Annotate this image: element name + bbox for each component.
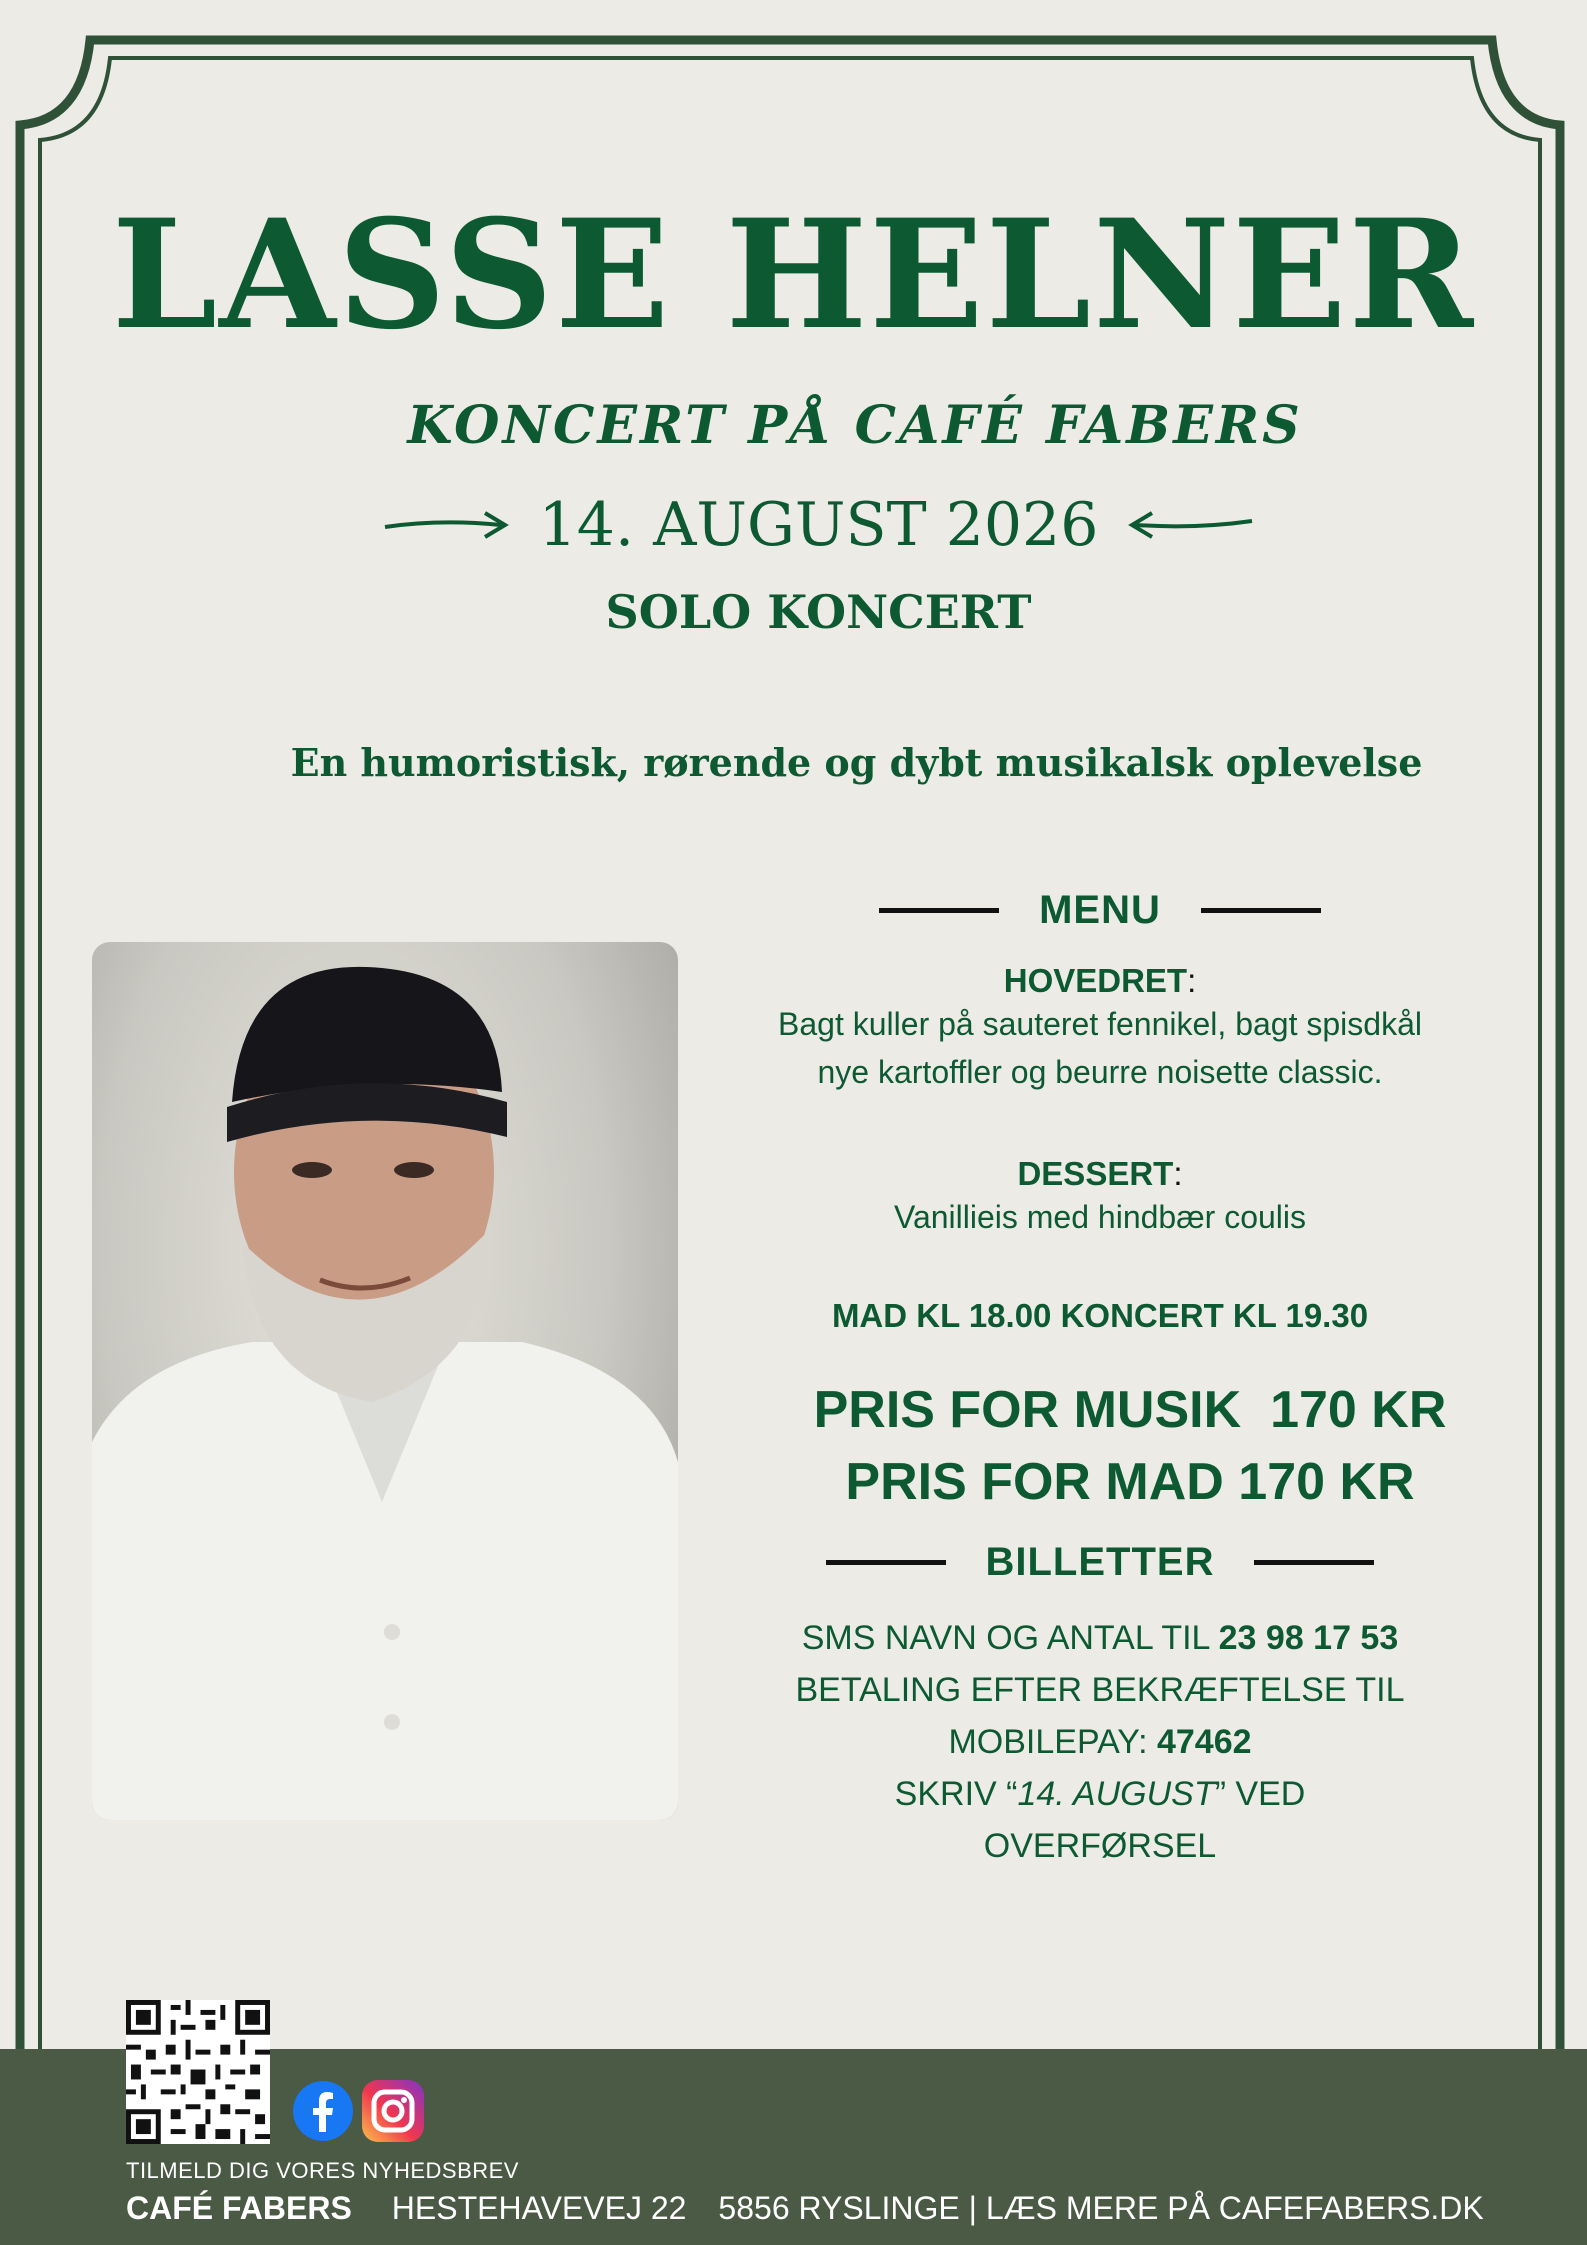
main-course-line-2: nye kartoffler og beurre noisette classic. — [817, 1054, 1383, 1090]
artist-portrait — [92, 942, 678, 1820]
footer-address — [126, 2190, 1484, 2227]
mobilepay-number: 47462 — [1156, 1723, 1252, 1761]
instagram-icon[interactable] — [360, 2078, 426, 2144]
arrow-right-icon — [381, 505, 511, 545]
transfer-line: OVERFØRSEL — [983, 1827, 1217, 1865]
mobilepay-prefix: MOBILEPAY: — [948, 1723, 1157, 1761]
sms-phone-number: 23 98 17 53 — [1218, 1619, 1399, 1657]
city-and-website[interactable]: 5856 RYSLINGE | LÆS MERE PÅ CAFEFABERS.DK — [718, 2190, 1484, 2226]
menu-main-course — [680, 962, 1520, 1096]
divider-line — [1254, 1560, 1374, 1565]
menu-heading: MENU — [1039, 888, 1161, 932]
dessert-text: Vanillieis med hindbær coulis — [893, 1199, 1307, 1235]
sms-line — [680, 1612, 1520, 1664]
event-date: 14. AUGUST 2026 — [538, 490, 1099, 560]
menu-heading-row — [820, 888, 1380, 933]
reference-text: 14. AUGUST — [1017, 1775, 1215, 1813]
event-type: SOLO KONCERT — [605, 585, 1032, 639]
reference-prefix: SKRIV “ — [894, 1775, 1018, 1813]
price-music: PRIS FOR MUSIK 170 KR — [813, 1381, 1447, 1439]
payment-line: BETALING EFTER BEKRÆFTELSE TIL — [795, 1671, 1405, 1709]
arrow-left-icon — [1126, 505, 1256, 545]
sms-prefix: SMS NAVN OG ANTAL TIL — [801, 1619, 1219, 1657]
price-food: PRIS FOR MAD 170 KR — [845, 1453, 1415, 1511]
tickets-info — [680, 1612, 1520, 1872]
event-times: MAD KL 18.00 KONCERT KL 19.30 — [831, 1297, 1369, 1334]
divider-line — [1201, 908, 1321, 913]
main-course-label: HOVEDRET — [1003, 962, 1188, 999]
main-course-line-1: Bagt kuller på sauteret fennikel, bagt spisdkål — [778, 1006, 1422, 1042]
event-tagline: En humoristisk, rørende og dybt musikalsk oplevelse — [290, 740, 1423, 785]
facebook-icon[interactable] — [290, 2078, 356, 2144]
tickets-heading: BILLETTER — [985, 1540, 1215, 1584]
tickets-heading-row — [820, 1540, 1380, 1585]
portrait-illustration — [92, 942, 678, 1820]
divider-line — [879, 908, 999, 913]
menu-dessert — [680, 1155, 1520, 1241]
mobilepay-line — [680, 1716, 1520, 1768]
reference-suffix: ” VED — [1214, 1775, 1306, 1813]
event-subtitle: KONCERT PÅ CAFÉ FABERS — [407, 395, 1303, 456]
dessert-label: DESSERT — [1017, 1155, 1174, 1192]
event-date-row — [0, 490, 1587, 560]
reference-line — [680, 1768, 1520, 1820]
event-title: LASSE HELNER — [111, 187, 1476, 363]
label-colon: : — [1187, 962, 1197, 999]
newsletter-text[interactable]: TILMELD DIG VORES NYHEDSBREV — [126, 2158, 519, 2183]
street-address: HESTEHAVEVEJ 22 — [391, 2190, 687, 2226]
venue-name: CAFÉ FABERS — [126, 2190, 352, 2226]
divider-line — [826, 1560, 946, 1565]
qr-code-icon[interactable] — [126, 2000, 270, 2144]
label-colon: : — [1173, 1155, 1183, 1192]
